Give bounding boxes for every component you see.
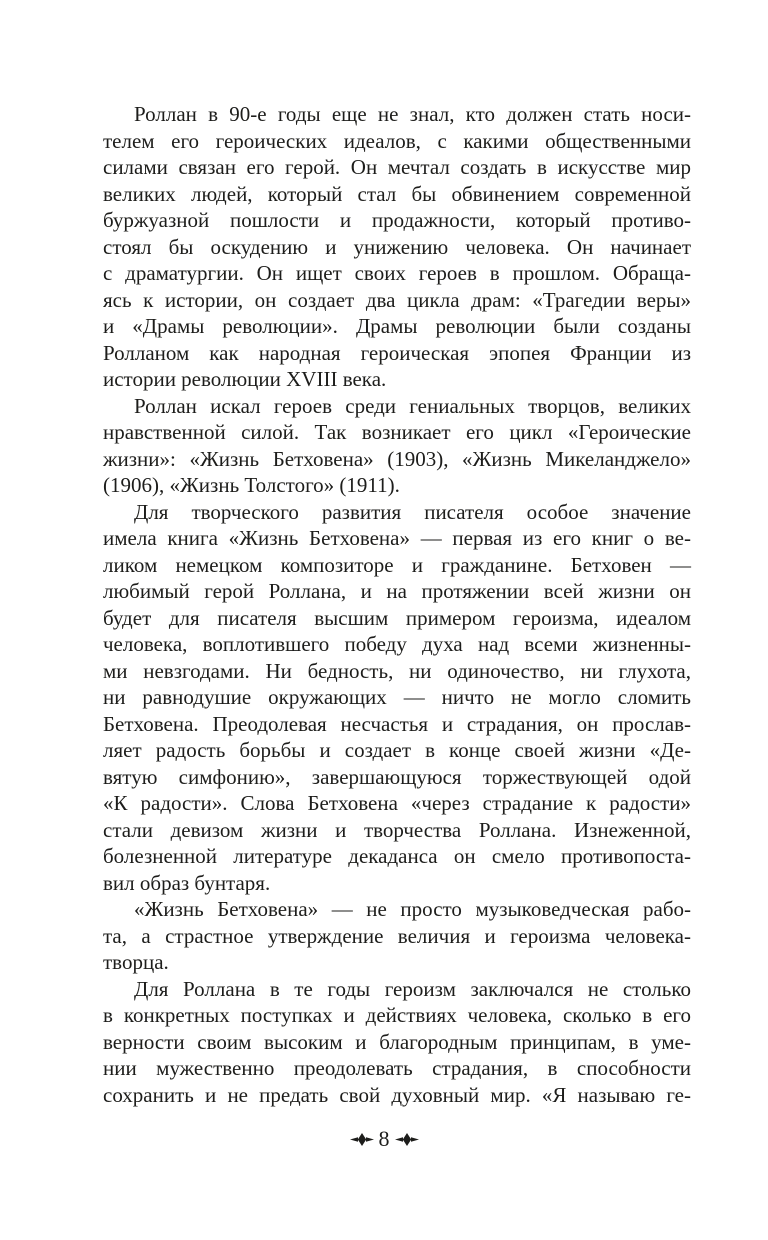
text-line: та, а страстное утверждение величия и героизма человека- <box>103 923 691 948</box>
text-line: (1906), «Жизнь Толстого» (1911). <box>103 473 400 497</box>
paragraph <box>103 499 691 897</box>
text-line: Роллан искал героев среди гениальных творцов, великих <box>134 393 691 418</box>
text-line: с драматургии. Он ищет своих героев в прошлом. Обраща- <box>103 261 691 285</box>
text-line: болезненной литературе декаданса он смело противопоста- <box>103 844 691 868</box>
text-line: в конкретных поступках и действиях человека, сколько в его <box>103 1003 691 1027</box>
text-line: ми невзгодами. Ни бедность, ни одиночество, ни глухота, <box>103 658 691 683</box>
text-block <box>103 101 691 1108</box>
text-line: Ролланом как народная героическая эпопея Франции из <box>103 340 691 365</box>
text-line: жизни»: «Жизнь Бетховена» (1903), «Жизнь Микеланджело» <box>103 446 691 471</box>
page-footer <box>0 1124 768 1154</box>
page-number: 8 <box>378 1126 390 1151</box>
text-line: нии мужественно преодолевать страдания, в способности <box>103 1056 691 1080</box>
text-line: будет для писателя высшим примером героизма, идеалом <box>103 605 691 630</box>
text-line: ни равнодушие окружающих — ничто не могло сломить <box>103 685 691 709</box>
text-line: вятую симфонию», завершающуюся торжествующей одой <box>103 764 691 789</box>
paragraph <box>103 896 691 976</box>
text-line: Бетховена. Преодолевая несчастья и страдания, он прослав- <box>103 711 691 736</box>
text-line: Для Роллана в те годы героизм заключался не столько <box>134 976 691 1001</box>
text-line: человека, воплотившего победу духа над всеми жизненны- <box>103 632 691 656</box>
winged-diamond-ornament-left-icon <box>350 1133 374 1146</box>
text-line: телем его героических идеалов, с какими общественными <box>103 128 691 153</box>
winged-diamond-ornament-right-icon <box>395 1133 419 1146</box>
text-line: Для творческого развития писателя особое значение <box>134 499 691 524</box>
text-line: истории революции XVIII века. <box>103 367 387 391</box>
text-line: творца. <box>103 950 169 974</box>
text-line: верности своим высоким и благородным принципам, в уме- <box>103 1029 691 1054</box>
text-line: буржуазной пошлости и продажности, который противо- <box>103 208 691 232</box>
text-line: ликом немецком композиторе и гражданине. Бетховен — <box>103 552 691 577</box>
text-line: Роллан в 90-е годы еще не знал, кто должен стать носи- <box>134 102 691 126</box>
text-line: великих людей, который стал бы обвинением современной <box>103 181 691 206</box>
text-line: стоял бы оскудению и унижению человека. Он начинает <box>103 234 691 259</box>
text-line: вил образ бунтаря. <box>103 870 271 895</box>
text-line: сохранить и не предать свой духовный мир. «Я называю ге- <box>103 1082 691 1107</box>
text-line: «К радости». Слова Бетховена «через страдание к радости» <box>103 791 691 815</box>
text-line: ясь к истории, он создает два цикла драм: «Трагедии веры» <box>103 287 691 312</box>
text-line: и «Драмы революции». Драмы революции были созданы <box>103 314 691 338</box>
text-line: имела книга «Жизнь Бетховена» — первая из его книг о ве- <box>103 526 691 550</box>
paragraph <box>103 393 691 499</box>
text-line: ляет радость борьбы и создает в конце своей жизни «Де- <box>103 738 691 762</box>
text-line: силами связан его герой. Он мечтал создать в искусстве мир <box>103 155 691 179</box>
text-line: любимый герой Роллана, и на протяжении всей жизни он <box>103 579 691 603</box>
text-line: нравственной силой. Так возникает его цикл «Героические <box>103 420 691 444</box>
paragraph <box>103 101 691 393</box>
text-line: «Жизнь Бетховена» — не просто музыковедческая рабо- <box>134 897 691 921</box>
paragraph <box>103 976 691 1109</box>
text-line: стали девизом жизни и творчества Роллана. Изнеженной, <box>103 817 691 842</box>
